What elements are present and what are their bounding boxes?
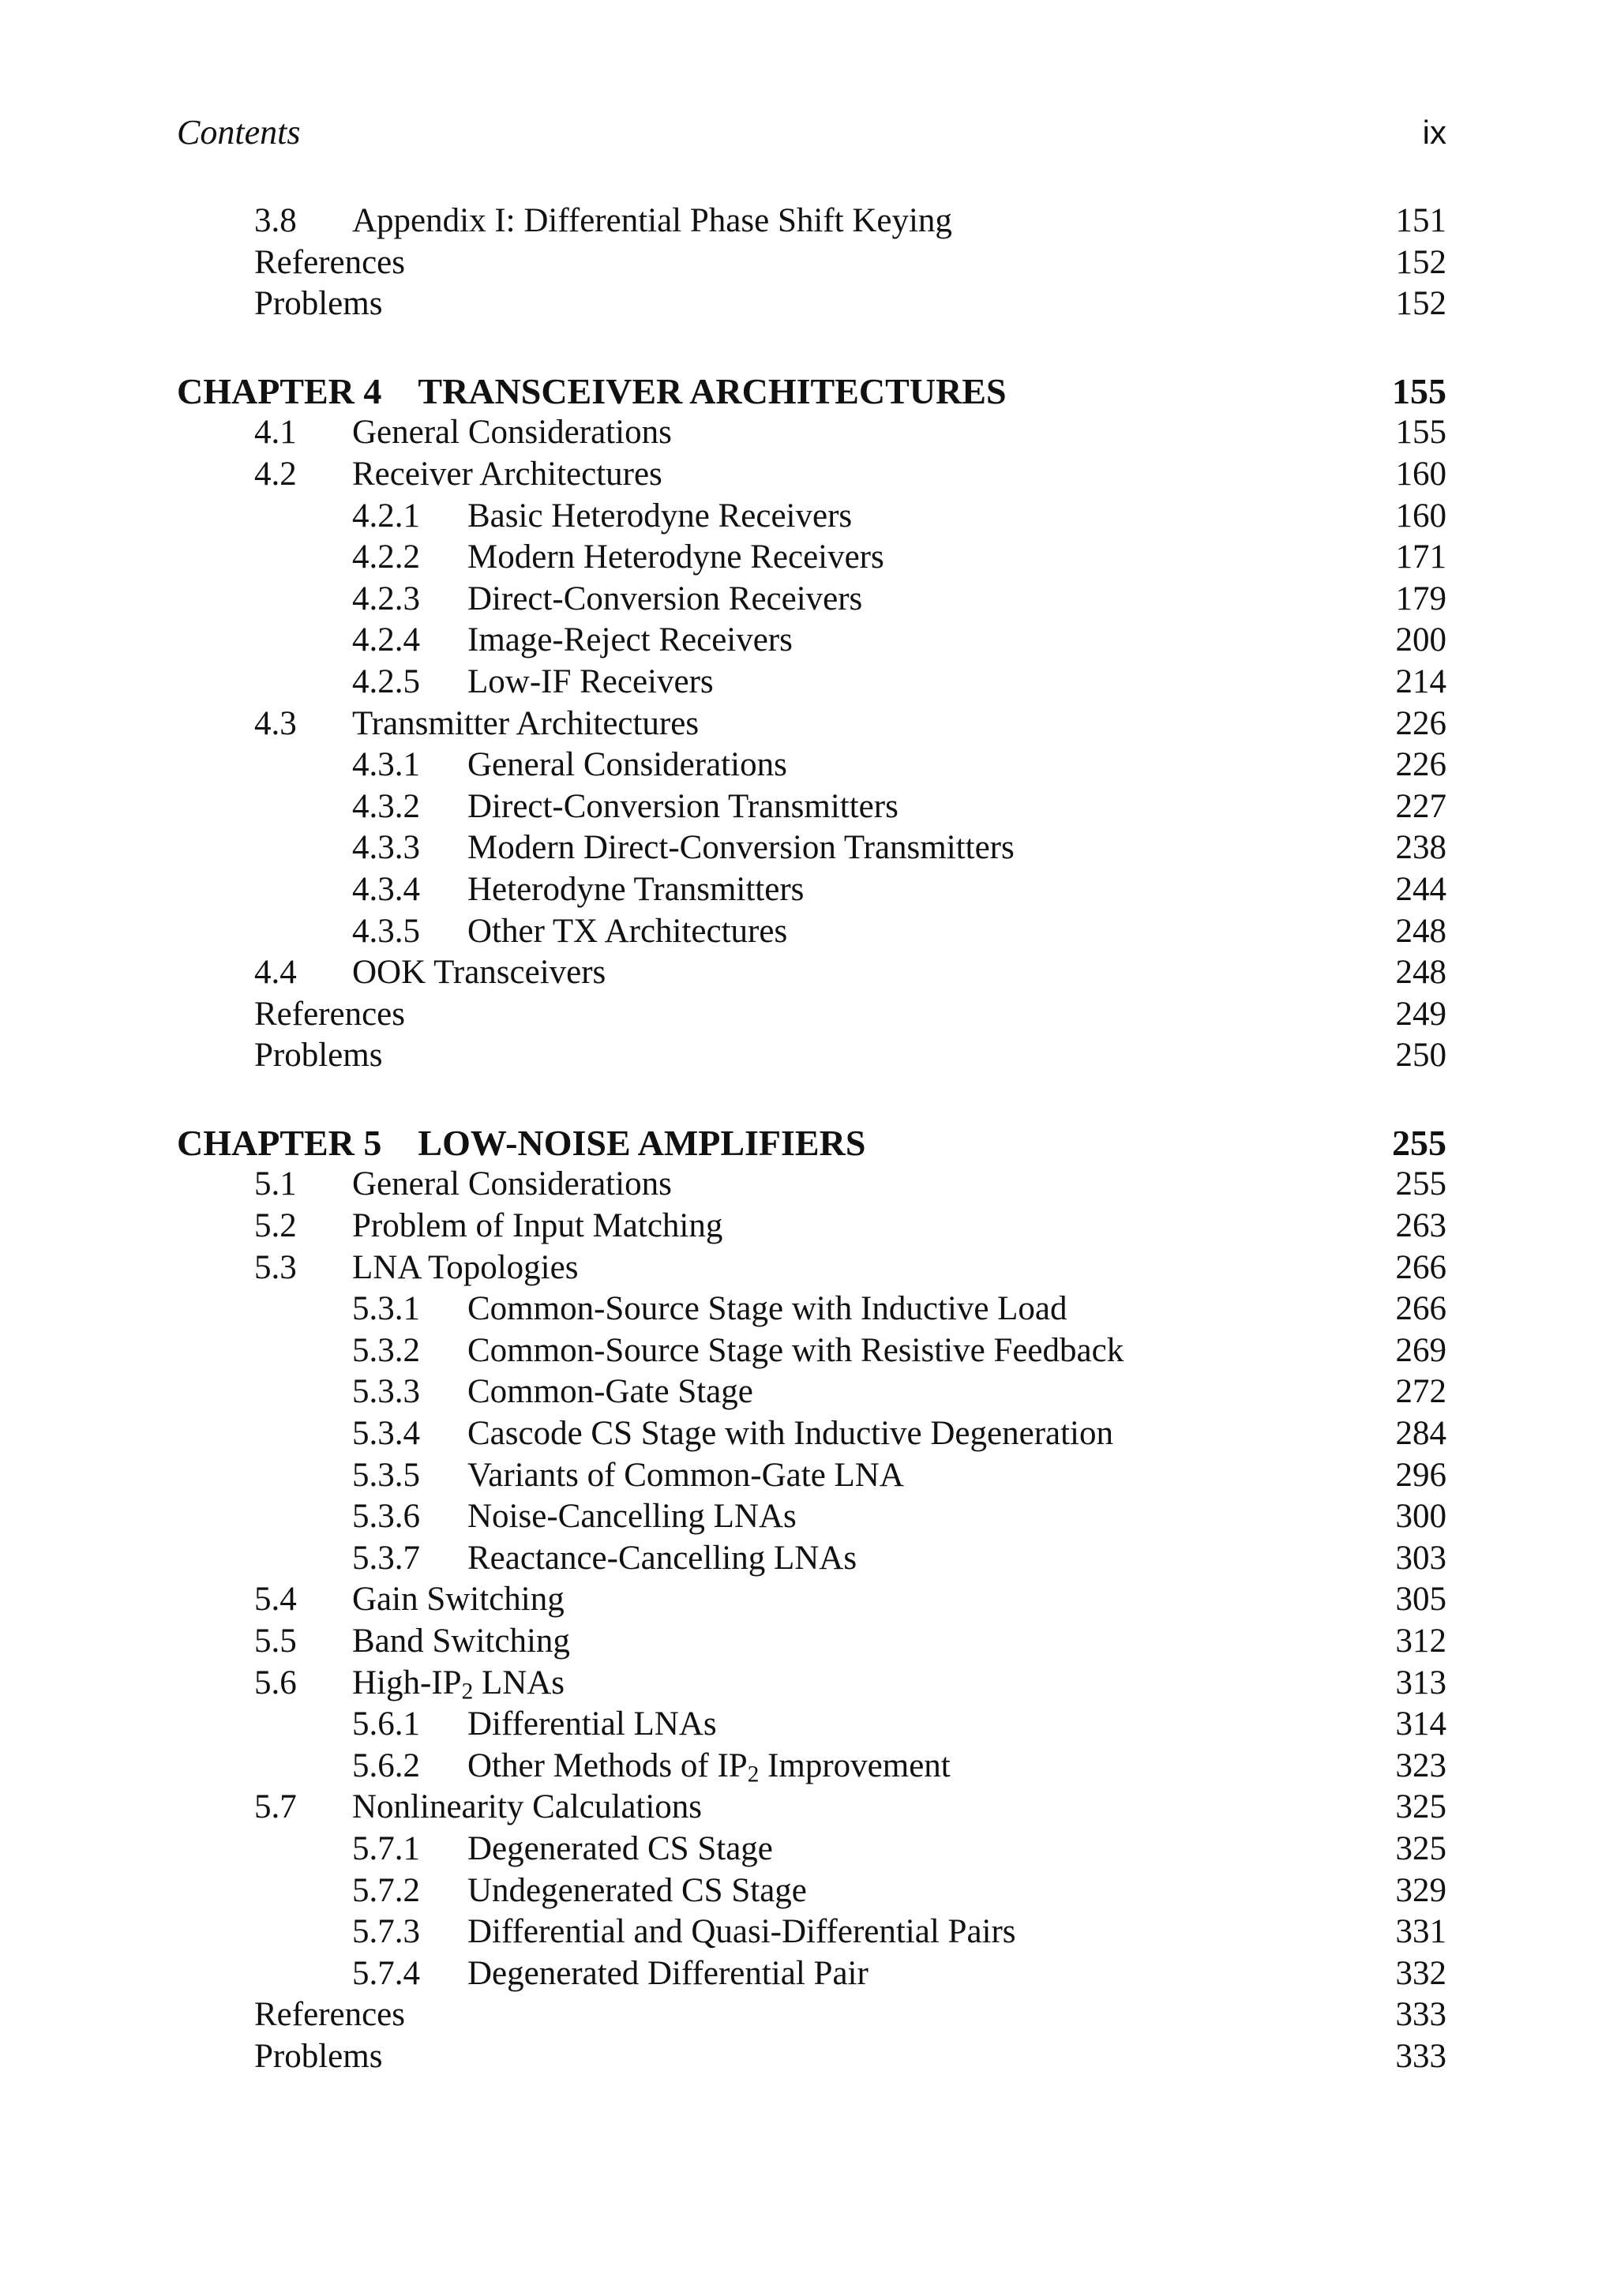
toc-section-row[interactable] bbox=[177, 1621, 1446, 1663]
toc-page-number: 313 bbox=[1395, 1664, 1446, 1701]
toc-page-number: 200 bbox=[1395, 621, 1446, 659]
toc-entry-number: 5.6.1 bbox=[352, 1705, 420, 1743]
toc-subsection-row[interactable] bbox=[177, 1371, 1446, 1413]
toc-section-row[interactable] bbox=[177, 1206, 1446, 1247]
toc-subsection-row[interactable] bbox=[177, 662, 1446, 703]
toc-entry-title: Modern Heterodyne Receivers bbox=[467, 538, 884, 576]
toc-entry-number: 3.8 bbox=[254, 202, 297, 239]
toc-entry-number: 4.2.1 bbox=[352, 497, 420, 535]
toc-section-row[interactable] bbox=[177, 1164, 1446, 1206]
toc-subsection-row[interactable] bbox=[177, 1289, 1446, 1330]
toc-entry-title: Heterodyne Transmitters bbox=[467, 870, 805, 908]
toc-section-row[interactable] bbox=[177, 1579, 1446, 1621]
toc-entry-title: Low-IF Receivers bbox=[467, 662, 714, 700]
toc-entry-number: 4.2.4 bbox=[352, 621, 420, 659]
toc-entry-title: Basic Heterodyne Receivers bbox=[467, 497, 853, 535]
toc-entry-number: 4.2.5 bbox=[352, 662, 420, 700]
toc-entry-number: 5.7 bbox=[254, 1788, 297, 1826]
toc-entry-number: 5.3.5 bbox=[352, 1456, 420, 1494]
toc-subsection-row[interactable] bbox=[177, 869, 1446, 911]
toc-entry-number: 4.3 bbox=[254, 704, 297, 742]
toc-entry-title: Transmitter Architectures bbox=[352, 704, 700, 742]
toc-entry-title: Direct-Conversion Transmitters bbox=[467, 787, 899, 825]
toc-page-number: 325 bbox=[1395, 1829, 1446, 1867]
toc-entry-number: 4.2.3 bbox=[352, 580, 420, 617]
chapter-spacer bbox=[177, 325, 1446, 371]
toc-page-number: 333 bbox=[1395, 1996, 1446, 2034]
toc-title-text: Other Methods of IP bbox=[467, 1746, 748, 1784]
toc-entry-title: Receiver Architectures bbox=[352, 455, 662, 493]
toc-entry-number: 5.7.3 bbox=[352, 1913, 420, 1951]
toc-entry-title: Problems bbox=[254, 2037, 383, 2075]
toc-entry-number: 4.3.4 bbox=[352, 870, 420, 908]
toc-entry-title: Problems bbox=[254, 1037, 383, 1075]
toc-section-row[interactable] bbox=[177, 1247, 1446, 1289]
toc-page-number: 226 bbox=[1395, 704, 1446, 742]
toc-title-text: High-IP bbox=[352, 1664, 462, 1701]
toc-entry-number: 5.7.2 bbox=[352, 1871, 420, 1909]
toc-page-number: 179 bbox=[1395, 580, 1446, 617]
toc-page-number: 152 bbox=[1395, 243, 1446, 281]
toc-entry-number: 5.6.2 bbox=[352, 1746, 420, 1784]
toc-page-number: 250 bbox=[1395, 1037, 1446, 1075]
toc-entry-number: 5.7.4 bbox=[352, 1954, 420, 1992]
toc-section-row[interactable] bbox=[177, 412, 1446, 454]
toc-entry-title: Nonlinearity Calculations bbox=[352, 1788, 703, 1826]
toc-page-number: 214 bbox=[1395, 662, 1446, 700]
toc-backmatter-row[interactable] bbox=[177, 1994, 1446, 2036]
toc-entry-title bbox=[467, 1746, 951, 1788]
toc-subsection-row[interactable] bbox=[177, 786, 1446, 828]
toc-entry-title: Common-Source Stage with Inductive Load bbox=[467, 1290, 1067, 1328]
toc-entry-title: Appendix I: Differential Phase Shift Keying bbox=[352, 202, 952, 239]
toc-page-number: 300 bbox=[1395, 1498, 1446, 1536]
toc-page-number: 325 bbox=[1395, 1788, 1446, 1826]
chapter-spacer bbox=[177, 1077, 1446, 1123]
toc-entry-title: Direct-Conversion Receivers bbox=[467, 580, 863, 617]
toc-page-number: 152 bbox=[1395, 285, 1446, 323]
toc-entry-title: References bbox=[254, 995, 405, 1033]
toc-entry-title: Undegenerated CS Stage bbox=[467, 1871, 807, 1909]
toc-subsection-row[interactable] bbox=[177, 620, 1446, 662]
toc-entry-number: 5.7.1 bbox=[352, 1829, 420, 1867]
toc-page-number: 151 bbox=[1395, 202, 1446, 239]
toc-page-number: 269 bbox=[1395, 1331, 1446, 1369]
toc-entry-title: Common-Source Stage with Resistive Feedback bbox=[467, 1331, 1124, 1369]
chapter-title: CHAPTER 5 LOW-NOISE AMPLIFIERS bbox=[177, 1122, 866, 1163]
toc-page-number: 333 bbox=[1395, 2037, 1446, 2075]
toc-page-number: 266 bbox=[1395, 1248, 1446, 1286]
toc-entry-title: Band Switching bbox=[352, 1623, 570, 1660]
toc-page-number: 238 bbox=[1395, 829, 1446, 867]
toc-page-number: 155 bbox=[1392, 370, 1446, 411]
toc-page-number: 312 bbox=[1395, 1623, 1446, 1660]
toc-backmatter-row[interactable] bbox=[177, 2036, 1446, 2078]
toc-chapter-row[interactable] bbox=[177, 371, 1446, 413]
toc-entry-title: General Considerations bbox=[352, 1165, 672, 1203]
toc-entry-number: 5.4 bbox=[254, 1581, 297, 1619]
toc-subsection-row[interactable] bbox=[177, 1746, 1446, 1788]
toc-chapter-row[interactable] bbox=[177, 1123, 1446, 1165]
toc-page-number: 248 bbox=[1395, 912, 1446, 950]
toc-entry-title bbox=[352, 1663, 565, 1705]
toc-page-number: 296 bbox=[1395, 1456, 1446, 1494]
toc-entry-title: References bbox=[254, 243, 405, 281]
toc-page-number: 329 bbox=[1395, 1871, 1446, 1909]
toc-entry-number: 5.1 bbox=[254, 1165, 297, 1203]
toc-page-number: 284 bbox=[1395, 1415, 1446, 1453]
toc-subsection-row[interactable] bbox=[177, 1538, 1446, 1580]
toc-page-number: 332 bbox=[1395, 1954, 1446, 1992]
toc-backmatter-row[interactable] bbox=[177, 242, 1446, 284]
toc-backmatter-row[interactable] bbox=[177, 994, 1446, 1036]
toc-entry-title: Other TX Architectures bbox=[467, 912, 788, 950]
toc-subsection-row[interactable] bbox=[177, 1704, 1446, 1746]
toc-entry-title: Gain Switching bbox=[352, 1581, 565, 1619]
toc-page-number: 255 bbox=[1392, 1122, 1446, 1163]
toc-entry-title: Differential and Quasi-Differential Pairs bbox=[467, 1913, 1016, 1951]
toc-page-number: 272 bbox=[1395, 1373, 1446, 1411]
toc-entry-title: Cascode CS Stage with Inductive Degeneration bbox=[467, 1415, 1113, 1453]
toc-entry-number: 4.3.5 bbox=[352, 912, 420, 950]
toc-title-text: LNAs bbox=[473, 1664, 565, 1701]
toc-entry-title: OOK Transceivers bbox=[352, 954, 606, 992]
toc-entry-number: 5.3.1 bbox=[352, 1290, 420, 1328]
toc-entry-number: 5.3.3 bbox=[352, 1373, 420, 1411]
toc-entry-title: General Considerations bbox=[467, 746, 787, 784]
toc-section-row[interactable] bbox=[177, 703, 1446, 745]
toc-backmatter-row[interactable] bbox=[177, 283, 1446, 325]
toc-subsection-row[interactable] bbox=[177, 1953, 1446, 1995]
toc-subsection-row[interactable] bbox=[177, 1911, 1446, 1953]
toc-subsection-row[interactable] bbox=[177, 496, 1446, 538]
toc-subsection-row[interactable] bbox=[177, 1870, 1446, 1912]
toc-entry-number: 4.4 bbox=[254, 954, 297, 992]
toc-entry-title: Common-Gate Stage bbox=[467, 1373, 753, 1411]
toc-entry-number: 5.3.2 bbox=[352, 1331, 420, 1369]
toc-page-number: 314 bbox=[1395, 1705, 1446, 1743]
toc-page-number: 155 bbox=[1395, 414, 1446, 452]
toc-entry-number: 5.5 bbox=[254, 1623, 297, 1660]
toc-page-number: 305 bbox=[1395, 1581, 1446, 1619]
toc-entry-number: 5.2 bbox=[254, 1207, 297, 1245]
toc-entry-number: 5.3.4 bbox=[352, 1415, 420, 1453]
toc-subsection-row[interactable] bbox=[177, 537, 1446, 579]
toc-section-row[interactable] bbox=[177, 454, 1446, 496]
toc-entry-title: Image-Reject Receivers bbox=[467, 621, 793, 659]
toc-title-text: Improvement bbox=[759, 1746, 951, 1784]
toc-backmatter-row[interactable] bbox=[177, 1035, 1446, 1077]
toc-page-number: 263 bbox=[1395, 1207, 1446, 1245]
toc-section-row[interactable] bbox=[177, 201, 1446, 242]
toc-page-number: 227 bbox=[1395, 787, 1446, 825]
toc-entry-number: 4.3.2 bbox=[352, 787, 420, 825]
toc-entry-title: General Considerations bbox=[352, 414, 672, 452]
toc-entry-title: Degenerated Differential Pair bbox=[467, 1954, 869, 1992]
toc-entry-number: 4.3.3 bbox=[352, 829, 420, 867]
toc-subsection-row[interactable] bbox=[177, 911, 1446, 953]
toc-entry-title: Degenerated CS Stage bbox=[467, 1829, 773, 1867]
toc-section-row[interactable] bbox=[177, 1663, 1446, 1705]
toc-entry-title: Differential LNAs bbox=[467, 1705, 717, 1743]
toc-title-subscript: 2 bbox=[747, 1761, 760, 1788]
page-header bbox=[177, 111, 1446, 155]
toc-entry-number: 4.1 bbox=[254, 414, 297, 452]
toc-entry-title: References bbox=[254, 1996, 405, 2034]
toc-subsection-row[interactable] bbox=[177, 827, 1446, 869]
toc-page-number: 266 bbox=[1395, 1290, 1446, 1328]
toc-entry-number: 4.2 bbox=[254, 455, 297, 493]
toc-entry-number: 4.2.2 bbox=[352, 538, 420, 576]
toc-entry-title: Variants of Common-Gate LNA bbox=[467, 1456, 904, 1494]
toc-subsection-row[interactable] bbox=[177, 1496, 1446, 1538]
toc-subsection-row[interactable] bbox=[177, 579, 1446, 621]
toc-subsection-row[interactable] bbox=[177, 745, 1446, 786]
toc-entry-title: Problems bbox=[254, 285, 383, 323]
toc-page-number: 249 bbox=[1395, 995, 1446, 1033]
toc-subsection-row[interactable] bbox=[177, 1330, 1446, 1372]
running-title: Contents bbox=[177, 113, 301, 152]
toc-entry-title: Noise-Cancelling LNAs bbox=[467, 1498, 797, 1536]
toc-entry-number: 5.3 bbox=[254, 1248, 297, 1286]
toc-section-row[interactable] bbox=[177, 952, 1446, 994]
toc-entry-title: Modern Direct-Conversion Transmitters bbox=[467, 829, 1015, 867]
toc-subsection-row[interactable] bbox=[177, 1413, 1446, 1455]
toc-page-number: 323 bbox=[1395, 1746, 1446, 1784]
toc-page-number: 331 bbox=[1395, 1913, 1446, 1951]
toc-section-row[interactable] bbox=[177, 1787, 1446, 1829]
table-of-contents bbox=[177, 201, 1446, 2078]
toc-page-number: 303 bbox=[1395, 1539, 1446, 1577]
toc-entry-title: Problem of Input Matching bbox=[352, 1207, 723, 1245]
toc-entry-number: 5.6 bbox=[254, 1664, 297, 1701]
toc-entry-title: LNA Topologies bbox=[352, 1248, 579, 1286]
toc-entry-number: 4.3.1 bbox=[352, 746, 420, 784]
toc-page-number: 244 bbox=[1395, 870, 1446, 908]
toc-page-number: 160 bbox=[1395, 455, 1446, 493]
chapter-title: CHAPTER 4 TRANSCEIVER ARCHITECTURES bbox=[177, 370, 1007, 411]
toc-title-subscript: 2 bbox=[461, 1679, 474, 1705]
toc-page-number: 248 bbox=[1395, 954, 1446, 992]
toc-subsection-row[interactable] bbox=[177, 1455, 1446, 1497]
toc-page-number: 160 bbox=[1395, 497, 1446, 535]
toc-entry-number: 5.3.6 bbox=[352, 1498, 420, 1536]
toc-subsection-row[interactable] bbox=[177, 1829, 1446, 1870]
toc-entry-title: Reactance-Cancelling LNAs bbox=[467, 1539, 857, 1577]
page-number: ix bbox=[1422, 114, 1446, 151]
toc-page-number: 255 bbox=[1395, 1165, 1446, 1203]
toc-page-number: 171 bbox=[1395, 538, 1446, 576]
toc-entry-number: 5.3.7 bbox=[352, 1539, 420, 1577]
toc-page-number: 226 bbox=[1395, 746, 1446, 784]
